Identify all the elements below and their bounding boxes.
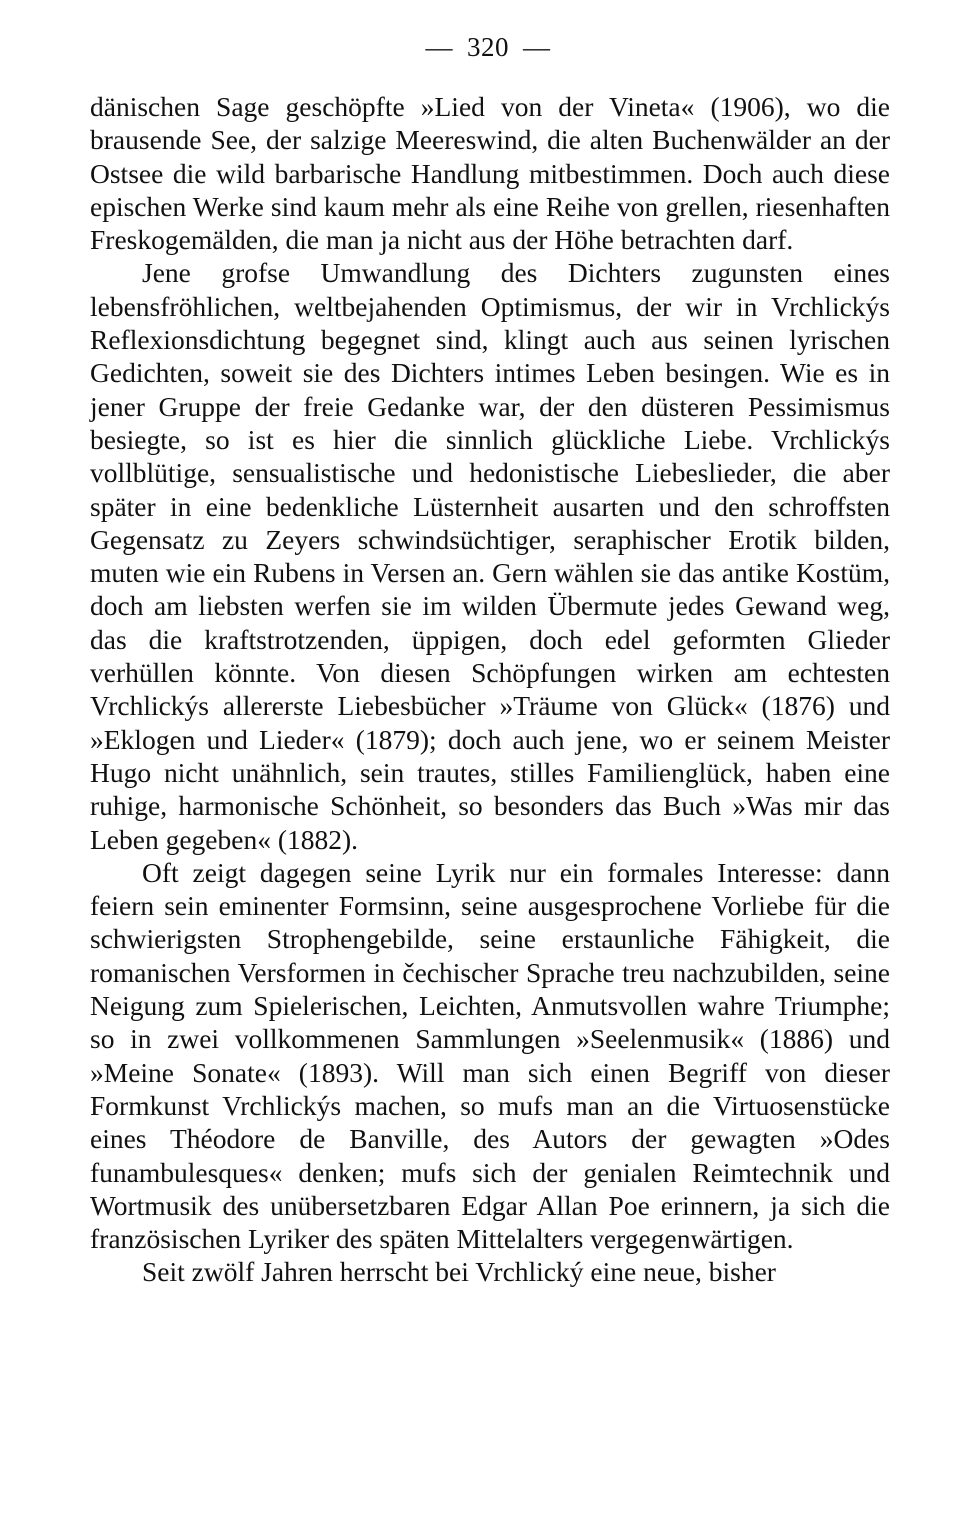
paragraph: Oft zeigt dagegen seine Lyrik nur ein formales Interesse: dann feiern sein eminenter Formsinn, seine ausgesprochene Vorliebe für die schwierigsten Strophengebilde, seine erstaunliche Fähigkeit, die romanischen Versformen in čechischer Sprache treu nachzubilden, seine Neigung zum Spielerischen, Leichten, Anmutsvollen wahre Triumphe; so in zwei vollkommenen Sammlungen »Seelenmusik« (1886) und »Meine Sonate« (1893). Will man sich einen Begriff von dieser Formkunst Vrchlickýs machen, so mufs man an die Virtuosenstücke eines Théodore de Banville, des Autors der gewagten »Odes funambulesques« denken; mufs sich der genialen Reimtechnik und Wortmusik des unübersetzbaren Edgar Allan Poe erinnern, ja sich die französischen Lyriker des späten Mittelalters vergegenwärtigen. [90, 856, 890, 1255]
header-dash-right: — [523, 32, 551, 62]
paragraph: Jene grofse Umwandlung des Dichters zugunsten eines lebensfröhlichen, weltbejahenden Optimismus, der wir in Vrchlickýs Reflexionsdichtung begegnet sind, klingt auch aus seinen lyrischen Gedichten, soweit sie des Dichters intimes Leben besingen. Wie es in jener Gruppe der freie Gedanke war, der den düsteren Pessimismus besiegte, so ist es hier die sinnlich glückliche Liebe. Vrchlickýs vollblütige, sensualistische und hedonistische Liebeslieder, die aber später in eine bedenkliche Lüsternheit ausarten und den schroffsten Gegensatz zu Zeyers schwindsüchtiger, seraphischer Erotik bilden, muten wie ein Rubens in Versen an. Gern wählen sie das antike Kostüm, doch am liebsten werfen sie im wilden Übermute jedes Gewand weg, das die kraftstrotzenden, üppigen, doch edel geformten Glieder verhüllen könnte. Von diesen Schöpfungen wirken am echtesten Vrchlickýs allererste Liebesbücher »Träume von Glück« (1876) und »Eklogen und Lieder« (1879); doch auch jene, wo er seinem Meister Hugo nicht unähnlich, sein trautes, stilles Familienglück, haben eine ruhige, harmonische Schönheit, so besonders das Buch »Was mir das Leben gegeben« (1882). [90, 257, 890, 855]
paragraph-continued: dänischen Sage geschöpfte »Lied von der Vineta« (1906), wo die brausende See, der salzige Meereswind, die alten Buchenwälder an der Ostsee die wild barbarische Handlung mitbestimmen. Doch auch diese epischen Werke sind kaum mehr als eine Reihe von grellen, riesenhaften Freskogemälden, die man ja nicht aus der Höhe betrachten darf. [90, 91, 890, 256]
page-number: 320 [467, 32, 509, 62]
header-dash-left: — [425, 32, 453, 62]
paragraph: Seit zwölf Jahren herrscht bei Vrchlický eine neue, bisher [142, 1256, 776, 1288]
page-header [0, 30, 976, 64]
body-text [90, 90, 890, 1289]
